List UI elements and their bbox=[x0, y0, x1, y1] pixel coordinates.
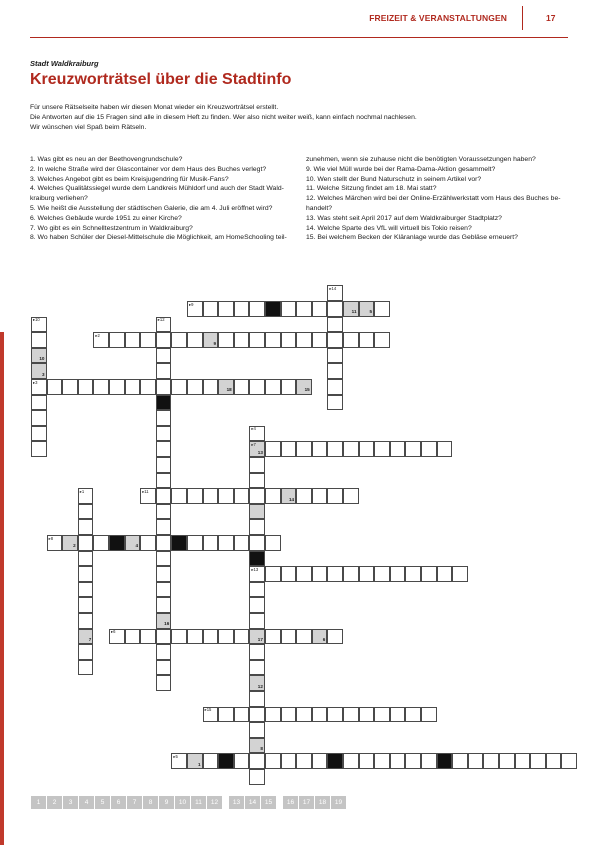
crossword-cell[interactable] bbox=[405, 753, 421, 769]
crossword-cell[interactable] bbox=[140, 629, 156, 645]
clue-item: 4. Welches Qualitätssiegel wurde dem Landkreis Mühldorf und auch der Stadt Wald- bbox=[30, 185, 284, 193]
crossword-cell[interactable] bbox=[249, 519, 265, 535]
crossword-cell[interactable] bbox=[31, 410, 47, 426]
solution-number: 8 bbox=[260, 746, 263, 752]
solution-box: 9 bbox=[159, 796, 175, 809]
crossword-cell[interactable] bbox=[281, 441, 297, 457]
crossword-cell[interactable] bbox=[218, 535, 234, 551]
crossword-cell[interactable] bbox=[249, 644, 265, 660]
solution-box: 12 bbox=[207, 796, 223, 809]
crossword-cell[interactable] bbox=[421, 753, 437, 769]
crossword-cell[interactable] bbox=[265, 332, 281, 348]
crossword-cell[interactable] bbox=[234, 629, 250, 645]
crossword-cell[interactable] bbox=[281, 629, 297, 645]
solution-number: 10 bbox=[39, 356, 45, 362]
crossword-cell[interactable] bbox=[249, 301, 265, 317]
crossword-cell[interactable] bbox=[327, 566, 343, 582]
crossword-cell[interactable] bbox=[249, 535, 265, 551]
clue-number: ▸3 bbox=[33, 379, 38, 385]
crossword-cell[interactable] bbox=[156, 629, 172, 645]
crossword-cell[interactable] bbox=[156, 566, 172, 582]
crossword-cell[interactable] bbox=[156, 597, 172, 613]
crossword-cell[interactable] bbox=[171, 753, 187, 769]
crossword-cell[interactable] bbox=[390, 566, 406, 582]
clue-number: ▸14 bbox=[329, 285, 337, 291]
crossword-cell[interactable] bbox=[31, 317, 47, 333]
crossword-cell[interactable] bbox=[327, 629, 343, 645]
solution-number: 9 bbox=[213, 340, 217, 346]
crossword-cell[interactable] bbox=[78, 379, 94, 395]
crossword-cell[interactable] bbox=[156, 363, 172, 379]
crossword-cell[interactable] bbox=[312, 301, 328, 317]
crossword-cell[interactable] bbox=[156, 317, 172, 333]
solution-number: 15 bbox=[304, 387, 310, 393]
crossword-cell[interactable] bbox=[187, 488, 203, 504]
clue-item: kraiburg verliehen? bbox=[30, 195, 88, 203]
crossword-cell[interactable] bbox=[218, 629, 234, 645]
crossword-cell[interactable] bbox=[47, 379, 63, 395]
crossword-cell[interactable] bbox=[296, 707, 312, 723]
solution-number: 16 bbox=[164, 621, 170, 627]
crossword-cell[interactable] bbox=[218, 379, 234, 395]
solution-box: 15 bbox=[261, 796, 277, 809]
crossword-cell[interactable] bbox=[218, 332, 234, 348]
crossword-cell[interactable] bbox=[249, 566, 265, 582]
crossword-cell[interactable] bbox=[125, 379, 141, 395]
crossword-cell[interactable] bbox=[281, 566, 297, 582]
solution-box: 19 bbox=[331, 796, 347, 809]
solution-number: 6 bbox=[322, 637, 326, 642]
clue-item: 3. Welches Angebot gibt es beim Kreisjugendring für Musik-Fans? bbox=[30, 175, 229, 183]
crossword-cell[interactable] bbox=[265, 535, 281, 551]
crossword-cell[interactable] bbox=[203, 488, 219, 504]
clue-number: ▸6 bbox=[111, 629, 116, 635]
crossword-cell[interactable] bbox=[47, 535, 63, 551]
crossword-cell[interactable] bbox=[187, 332, 203, 348]
crossword-cell[interactable] bbox=[265, 753, 281, 769]
crossword-cell[interactable] bbox=[265, 379, 281, 395]
solution-box: 6 bbox=[111, 796, 127, 809]
crossword-cell[interactable] bbox=[312, 566, 328, 582]
crossword-cell[interactable] bbox=[312, 753, 328, 769]
crossword-cell[interactable] bbox=[359, 707, 375, 723]
crossword-cell[interactable] bbox=[171, 379, 187, 395]
solution-number: 1 bbox=[197, 761, 201, 767]
crossword-cell[interactable] bbox=[390, 441, 406, 457]
clue-number: ▸2 bbox=[95, 332, 100, 338]
crossword-cell[interactable] bbox=[437, 566, 453, 582]
crossword-cell[interactable] bbox=[78, 535, 94, 551]
crossword-cell[interactable] bbox=[31, 348, 47, 364]
crossword-cell[interactable] bbox=[327, 332, 343, 348]
crossword-cell[interactable] bbox=[93, 379, 109, 395]
crossword-cell[interactable] bbox=[109, 629, 125, 645]
clue-number: ▸5 bbox=[173, 753, 178, 759]
crossword-cell[interactable] bbox=[281, 379, 297, 395]
crossword-cell[interactable] bbox=[343, 707, 359, 723]
crossword-cell[interactable] bbox=[203, 379, 219, 395]
solution-number: 14 bbox=[288, 496, 295, 502]
crossword-cell[interactable] bbox=[125, 629, 141, 645]
solution-box: 3 bbox=[63, 796, 79, 809]
crossword-cell[interactable] bbox=[468, 753, 484, 769]
solution-number: 7 bbox=[88, 637, 92, 642]
crossword-cell[interactable] bbox=[78, 582, 94, 598]
solution-box: 8 bbox=[143, 796, 159, 809]
crossword-cell[interactable] bbox=[62, 379, 78, 395]
crossword-cell[interactable] bbox=[327, 301, 343, 317]
crossword-cell[interactable] bbox=[312, 488, 328, 504]
clue-number: ▸15 bbox=[204, 707, 212, 713]
crossword-cell[interactable] bbox=[203, 332, 219, 348]
crossword-cell[interactable] bbox=[343, 332, 359, 348]
crossword-cell[interactable] bbox=[31, 441, 47, 457]
crossword-block bbox=[171, 535, 187, 551]
crossword-cell[interactable] bbox=[203, 753, 219, 769]
crossword-cell[interactable] bbox=[171, 488, 187, 504]
clue-number: ▸4 bbox=[251, 426, 256, 432]
clue-number: ▸10 bbox=[33, 317, 40, 323]
crossword-cell[interactable] bbox=[327, 348, 343, 364]
crossword-cell[interactable] bbox=[265, 629, 281, 645]
crossword-cell[interactable] bbox=[156, 410, 172, 426]
crossword-cell[interactable] bbox=[515, 753, 531, 769]
crossword-cell[interactable] bbox=[249, 769, 265, 785]
clue-number: ▸9 bbox=[189, 301, 194, 307]
crossword-cell[interactable] bbox=[218, 301, 234, 317]
crossword-cell[interactable] bbox=[437, 441, 453, 457]
crossword-cell[interactable] bbox=[187, 379, 203, 395]
solution-box: 4 bbox=[79, 796, 95, 809]
crossword-cell[interactable] bbox=[281, 707, 297, 723]
crossword-cell[interactable] bbox=[249, 379, 265, 395]
crossword-cell[interactable] bbox=[281, 753, 297, 769]
crossword-cell[interactable] bbox=[156, 488, 172, 504]
crossword-cell[interactable] bbox=[249, 457, 265, 473]
crossword-cell[interactable] bbox=[187, 753, 203, 769]
crossword-cell[interactable] bbox=[156, 660, 172, 676]
clue-item: 2. In welche Straße wird der Glascontainer vor dem Haus des Buches verlegt? bbox=[30, 165, 267, 173]
crossword-cell[interactable] bbox=[343, 753, 359, 769]
crossword-cell[interactable] bbox=[171, 629, 187, 645]
crossword-cell[interactable] bbox=[203, 301, 219, 317]
crossword-cell[interactable] bbox=[265, 707, 281, 723]
solution-box: 1 bbox=[31, 796, 47, 809]
clue-item: 5. Wie heißt die Ausstellung der städtischen Galerie, die am 4. Juli eröffnet wird? bbox=[30, 204, 273, 212]
crossword-cell[interactable] bbox=[156, 535, 172, 551]
crossword-cell[interactable] bbox=[296, 441, 312, 457]
crossword-cell[interactable] bbox=[234, 301, 250, 317]
crossword-cell[interactable] bbox=[78, 613, 94, 629]
crossword-cell[interactable] bbox=[62, 535, 78, 551]
crossword-cell[interactable] bbox=[78, 519, 94, 535]
crossword-cell[interactable] bbox=[218, 488, 234, 504]
crossword-cell[interactable] bbox=[234, 707, 250, 723]
crossword-cell[interactable] bbox=[156, 644, 172, 660]
crossword-cell[interactable] bbox=[156, 613, 172, 629]
crossword-block bbox=[156, 395, 172, 411]
crossword-cell[interactable] bbox=[296, 629, 312, 645]
crossword-cell[interactable] bbox=[249, 722, 265, 738]
crossword-cell[interactable] bbox=[78, 644, 94, 660]
crossword-cell[interactable] bbox=[156, 348, 172, 364]
crossword-cell[interactable] bbox=[359, 332, 375, 348]
crossword-cell[interactable] bbox=[499, 753, 515, 769]
crossword-cell[interactable] bbox=[296, 753, 312, 769]
clue-number: ▸8 bbox=[48, 535, 54, 541]
article-title: Kreuzworträtsel über die Stadtinfo bbox=[30, 71, 292, 88]
crossword-cell[interactable] bbox=[156, 504, 172, 520]
solution-box: 11 bbox=[191, 796, 207, 809]
crossword-cell[interactable] bbox=[234, 753, 250, 769]
crossword-cell[interactable] bbox=[249, 675, 265, 691]
crossword-cell[interactable] bbox=[31, 395, 47, 411]
crossword-block bbox=[327, 753, 343, 769]
crossword-block bbox=[249, 551, 265, 567]
crossword-cell[interactable] bbox=[327, 395, 343, 411]
solution-box: 16 bbox=[283, 796, 299, 809]
crossword-cell[interactable] bbox=[421, 707, 437, 723]
clue-item: 15. Bei welchem Becken der Kläranlage wurde das Gebläse erneuert? bbox=[306, 234, 518, 242]
crossword-cell[interactable] bbox=[31, 426, 47, 442]
crossword-cell[interactable] bbox=[93, 332, 109, 348]
crossword-cell[interactable] bbox=[327, 441, 343, 457]
clue-item: 11. Welche Sitzung findet am 18. Mai statt? bbox=[306, 185, 437, 193]
crossword-cell[interactable] bbox=[234, 332, 250, 348]
crossword-cell[interactable] bbox=[530, 753, 546, 769]
crossword-cell[interactable] bbox=[452, 566, 468, 582]
crossword-cell[interactable] bbox=[343, 566, 359, 582]
crossword-cell[interactable] bbox=[78, 488, 94, 504]
crossword-cell[interactable] bbox=[187, 301, 203, 317]
crossword-cell[interactable] bbox=[249, 582, 265, 598]
crossword-cell[interactable] bbox=[156, 457, 172, 473]
crossword-cell[interactable] bbox=[109, 379, 125, 395]
crossword-cell[interactable] bbox=[234, 535, 250, 551]
crossword-block bbox=[109, 535, 125, 551]
crossword-cell[interactable] bbox=[374, 753, 390, 769]
clue-item: 8. Wo haben Schüler der Diesel-Mittelschule die Möglichkeit, am HomeSchooling teil- bbox=[30, 234, 287, 242]
solution-box: 2 bbox=[47, 796, 63, 809]
crossword-cell[interactable] bbox=[203, 629, 219, 645]
solution-number: 18 bbox=[226, 387, 232, 393]
solution-box: 5 bbox=[95, 796, 111, 809]
solution-number: 2 bbox=[73, 543, 76, 549]
crossword-cell[interactable] bbox=[249, 613, 265, 629]
crossword-cell[interactable] bbox=[156, 473, 172, 489]
crossword-cell[interactable] bbox=[249, 597, 265, 613]
crossword-cell[interactable] bbox=[156, 332, 172, 348]
crossword-cell[interactable] bbox=[359, 753, 375, 769]
crossword-cell[interactable] bbox=[249, 488, 265, 504]
intro-line: Für unsere Rätselseite haben wir diesen Monat wieder ein Kreuzworträtsel erstellt. bbox=[30, 104, 279, 111]
solution-box: 17 bbox=[299, 796, 315, 809]
intro-line: Wir wünschen viel Spaß beim Rätseln. bbox=[30, 123, 147, 131]
crossword-cell[interactable] bbox=[343, 488, 359, 504]
crossword-cell[interactable] bbox=[374, 301, 390, 317]
crossword-cell[interactable] bbox=[296, 301, 312, 317]
crossword-cell[interactable] bbox=[312, 441, 328, 457]
crossword-cell[interactable] bbox=[78, 551, 94, 567]
crossword-cell[interactable] bbox=[374, 332, 390, 348]
crossword-cell[interactable] bbox=[327, 285, 343, 301]
crossword-cell[interactable] bbox=[140, 332, 156, 348]
crossword-cell[interactable] bbox=[312, 332, 328, 348]
crossword-cell[interactable] bbox=[249, 738, 265, 754]
crossword-cell[interactable] bbox=[78, 504, 94, 520]
crossword-cell[interactable] bbox=[187, 629, 203, 645]
clue-item: 7. Wo gibt es ein Schnelltestzentrum in Waldkraiburg? bbox=[30, 224, 193, 232]
clue-item: 6. Welches Gebäude wurde 1951 zu einer Kirche? bbox=[30, 214, 182, 222]
crossword-cell[interactable] bbox=[296, 566, 312, 582]
crossword-cell[interactable] bbox=[405, 441, 421, 457]
crossword-cell[interactable] bbox=[421, 566, 437, 582]
crossword-cell[interactable] bbox=[31, 363, 47, 379]
crossword-cell[interactable] bbox=[156, 441, 172, 457]
crossword-cell[interactable] bbox=[249, 332, 265, 348]
crossword-cell[interactable] bbox=[296, 332, 312, 348]
crossword-cell[interactable] bbox=[374, 707, 390, 723]
crossword-cell[interactable] bbox=[452, 753, 468, 769]
crossword-cell[interactable] bbox=[327, 379, 343, 395]
crossword-cell[interactable] bbox=[296, 379, 312, 395]
crossword-cell[interactable] bbox=[265, 566, 281, 582]
crossword-cell[interactable] bbox=[249, 473, 265, 489]
solution-box: 13 bbox=[229, 796, 245, 809]
clue-item: 9. Wie viel Müll wurde bei der Rama-Dama-Aktion gesammelt? bbox=[306, 165, 496, 173]
crossword-cell[interactable] bbox=[312, 707, 328, 723]
crossword-cell[interactable] bbox=[327, 363, 343, 379]
crossword-cell[interactable] bbox=[312, 629, 328, 645]
crossword-cell[interactable] bbox=[327, 707, 343, 723]
clue-item: 10. Wen stellt der Bund Naturschutz in seinem Artikel vor? bbox=[306, 175, 482, 183]
crossword-cell[interactable] bbox=[156, 551, 172, 567]
crossword-cell[interactable] bbox=[156, 519, 172, 535]
crossword-block bbox=[265, 301, 281, 317]
crossword-cell[interactable] bbox=[405, 707, 421, 723]
crossword-cell[interactable] bbox=[109, 332, 125, 348]
crossword-cell[interactable] bbox=[140, 535, 156, 551]
crossword-cell[interactable] bbox=[374, 566, 390, 582]
crossword-cell[interactable] bbox=[249, 426, 265, 442]
crossword-cell[interactable] bbox=[390, 707, 406, 723]
crossword-cell[interactable] bbox=[483, 753, 499, 769]
clue-number: ▸7 bbox=[251, 441, 256, 447]
crossword-cell[interactable] bbox=[93, 535, 109, 551]
crossword-cell[interactable] bbox=[546, 753, 562, 769]
crossword-cell[interactable] bbox=[405, 566, 421, 582]
crossword-cell[interactable] bbox=[561, 753, 577, 769]
clue-item: handelt? bbox=[306, 204, 333, 212]
crossword-cell[interactable] bbox=[203, 535, 219, 551]
solution-number: 11 bbox=[351, 309, 357, 315]
solution-box: 14 bbox=[245, 796, 261, 809]
crossword-cell[interactable] bbox=[156, 675, 172, 691]
clue-number: ▸1 bbox=[79, 488, 85, 494]
crossword-cell[interactable] bbox=[156, 379, 172, 395]
crossword-cell[interactable] bbox=[359, 301, 375, 317]
crossword-cell[interactable] bbox=[421, 441, 437, 457]
crossword-cell[interactable] bbox=[249, 707, 265, 723]
solution-number: 13 bbox=[257, 449, 263, 455]
crossword-cell[interactable] bbox=[187, 535, 203, 551]
crossword-cell[interactable] bbox=[78, 566, 94, 582]
crossword-cell[interactable] bbox=[249, 753, 265, 769]
crossword-cell[interactable] bbox=[234, 488, 250, 504]
crossword-cell[interactable] bbox=[359, 441, 375, 457]
crossword-cell[interactable] bbox=[343, 441, 359, 457]
crossword-cell[interactable] bbox=[327, 317, 343, 333]
crossword-cell[interactable] bbox=[140, 488, 156, 504]
crossword-cell[interactable] bbox=[249, 660, 265, 676]
crossword-cell[interactable] bbox=[203, 707, 219, 723]
solution-number: 3 bbox=[41, 371, 45, 377]
clue-item: zunehmen, wenn sie zuhause nicht die benötigten Voraussetzungen haben? bbox=[306, 156, 536, 163]
crossword-cell[interactable] bbox=[281, 332, 297, 348]
crossword-block bbox=[218, 753, 234, 769]
solution-box: 7 bbox=[127, 796, 143, 809]
page-number: 17 bbox=[546, 13, 556, 23]
crossword-cell[interactable] bbox=[218, 707, 234, 723]
solution-number: 5 bbox=[369, 309, 373, 315]
crossword-cell[interactable] bbox=[31, 379, 47, 395]
crossword-cell[interactable] bbox=[78, 629, 94, 645]
crossword-block bbox=[437, 753, 453, 769]
solution-number: 12 bbox=[257, 683, 263, 689]
crossword-cell[interactable] bbox=[390, 753, 406, 769]
crossword-cell[interactable] bbox=[171, 332, 187, 348]
crossword-cell[interactable] bbox=[374, 441, 390, 457]
crossword-cell[interactable] bbox=[343, 301, 359, 317]
crossword-cell[interactable] bbox=[156, 582, 172, 598]
intro-line: Die Antworten auf die 15 Fragen sind alle in diesem Heft zu finden. Wer also nicht weiter weiß, kann einfach nochmal nachlesen. bbox=[30, 113, 417, 121]
crossword-cell[interactable] bbox=[249, 504, 265, 520]
crossword-cell[interactable] bbox=[78, 597, 94, 613]
crossword-cell[interactable] bbox=[140, 379, 156, 395]
solution-box: 10 bbox=[175, 796, 191, 809]
crossword-cell[interactable] bbox=[249, 629, 265, 645]
section-label: FREIZEIT & VERANSTALTUNGEN bbox=[369, 13, 507, 23]
crossword-cell[interactable] bbox=[265, 488, 281, 504]
clue-item: 13. Was steht seit April 2017 auf dem Waldkraiburger Stadtplatz? bbox=[306, 214, 502, 222]
crossword-cell[interactable] bbox=[296, 488, 312, 504]
crossword-cell[interactable] bbox=[327, 488, 343, 504]
crossword-cell[interactable] bbox=[31, 332, 47, 348]
crossword-cell[interactable] bbox=[234, 379, 250, 395]
solution-box: 18 bbox=[315, 796, 331, 809]
crossword-cell[interactable] bbox=[359, 566, 375, 582]
solution-number: 4 bbox=[135, 543, 139, 549]
crossword-cell[interactable] bbox=[156, 426, 172, 442]
crossword-cell[interactable] bbox=[249, 691, 265, 707]
clue-item: 1. Was gibt es neu an der Beethovengrundschule? bbox=[30, 156, 183, 163]
crossword-cell[interactable] bbox=[281, 301, 297, 317]
crossword-cell[interactable] bbox=[249, 441, 265, 457]
clue-item: 12. Welches Märchen wird bei der Online-Erzählwerkstatt vom Haus des Buches be- bbox=[306, 195, 561, 203]
article-kicker: Stadt Waldkraiburg bbox=[30, 59, 99, 68]
crossword-cell[interactable] bbox=[125, 332, 141, 348]
clue-number: ▸13 bbox=[251, 566, 259, 572]
crossword-cell[interactable] bbox=[78, 660, 94, 676]
clue-number: ▸12 bbox=[157, 317, 165, 323]
crossword-cell[interactable] bbox=[125, 535, 141, 551]
crossword-cell[interactable] bbox=[281, 488, 297, 504]
crossword-cell[interactable] bbox=[265, 441, 281, 457]
clue-item: 14. Welche Sparte des VfL will virtuell bis Tokio reisen? bbox=[306, 224, 472, 232]
solution-number: 17 bbox=[257, 637, 263, 642]
clue-number: ▸11 bbox=[142, 488, 149, 494]
